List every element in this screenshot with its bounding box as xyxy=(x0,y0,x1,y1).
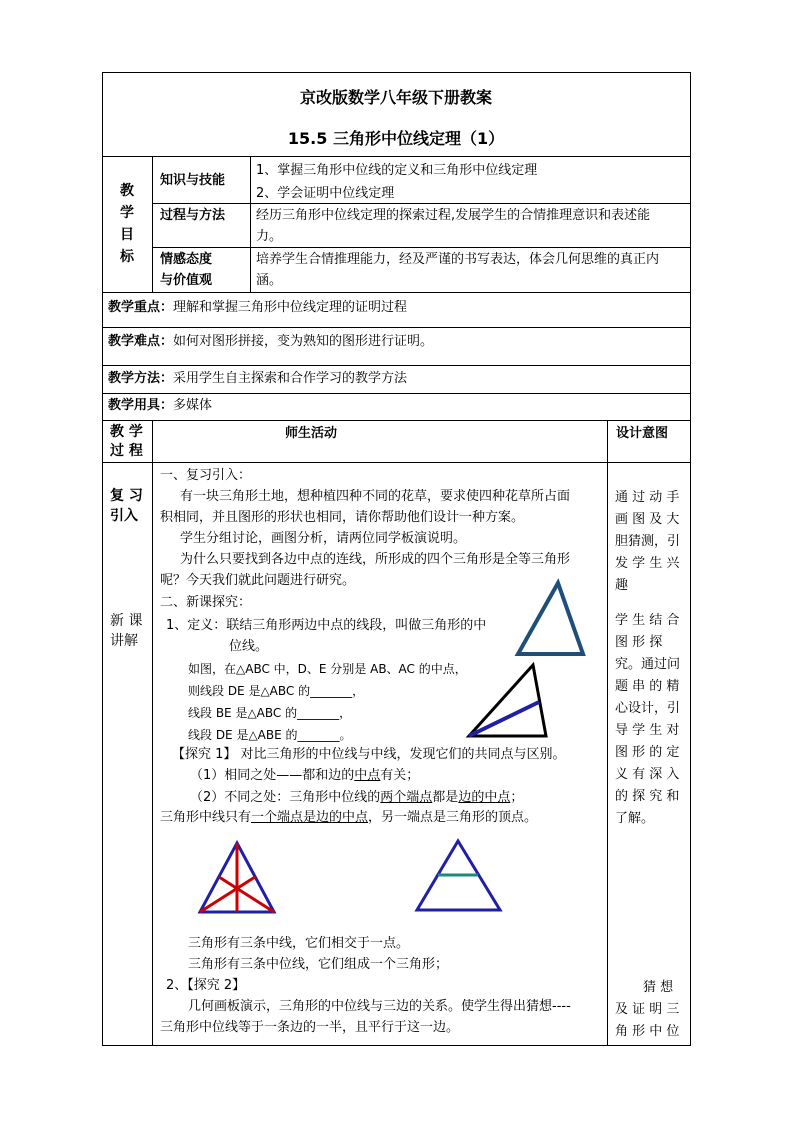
objectives-label: 教 学 目 标 xyxy=(120,183,134,265)
review-label-2: 引入 xyxy=(110,508,138,524)
median-conclusion: 三角形有三条中线，它们相交于一点。 xyxy=(188,936,410,951)
difficulty-row: 教学难点：如何对图形拼接，变为熟知的图形进行证明。 xyxy=(108,334,434,349)
explore-1-heading: 【探究 1】 对比三角形的中位线与中线，发现它们的共同点与区别。 xyxy=(172,747,566,762)
objective-process-line2: 力。 xyxy=(256,229,283,244)
tools-row: 教学用具：多媒体 xyxy=(108,398,213,413)
objective-label-attitude-2: 与价值观 xyxy=(160,273,213,288)
segment-de xyxy=(469,702,539,736)
review-para-2: 积相同，并且图形的形状也相同，请你帮助他们设计一种方案。 xyxy=(160,510,525,525)
review-label-1: 复 习 xyxy=(110,488,143,504)
figure-desc: 如图，在△ABC 中，D、E 分别是 AB、AC 的中点， xyxy=(188,662,467,676)
section-new-heading: 二、新课探究： xyxy=(160,595,252,610)
process-header-2: 过 程 xyxy=(110,443,143,459)
fill-blank-2: 线段 BE 是△ABC 的_______， xyxy=(188,706,352,720)
explore-2-heading: 2、【探究 2】 xyxy=(166,978,246,993)
fill-blank-3: 线段 DE 是△ABE 的_______。 xyxy=(188,728,352,742)
midline-conclusion: 三角形有三条中位线，它们组成一个三角形； xyxy=(188,957,449,972)
definition-line-1: 1、定义：联结三角形两边中点的线段，叫做三角形的中 xyxy=(166,618,487,633)
intent-header: 设计意图 xyxy=(616,426,669,441)
intent-block-b: 学 生 结 合 图 形 探 究。通过问 题 串 的 精 心设计，引 导 学 生 对 图 形 的 定 义 有 深 入 的 探 究 和 了解。 xyxy=(615,613,681,826)
review-para-4: 为什么只要找到各边中点的连线，所形成的四个三角形是全等三角形 xyxy=(180,552,571,567)
key-point-row: 教学重点：理解和掌握三角形中位线定理的证明过程 xyxy=(108,300,408,315)
objective-label-knowledge: 知识与技能 xyxy=(160,173,226,188)
objective-attitude-line1: 培养学生合情推理能力，经及严谨的书写表达，体会几何思维的真正内 xyxy=(256,252,660,267)
median-line: 三角形中线只有一个端点是边的中点，另一端点是三角形的顶点。 xyxy=(160,810,538,825)
triangle-figure-abc xyxy=(466,662,550,742)
intent-block-a: 通 过 动 手 画 图 及 大 胆猜测，引 发 学 生 兴 趣 xyxy=(615,490,681,593)
explore-2-para-2: 三角形中位线等于一条边的一半，且平行于这一边。 xyxy=(160,1020,460,1035)
objective-knowledge-line1: 1、掌握三角形中位线的定义和三角形中位线定理 xyxy=(256,163,538,178)
review-para-5: 呢？今天我们就此问题进行研究。 xyxy=(160,573,356,588)
triangle-figure-1 xyxy=(515,580,585,660)
fill-blank-1: 则线段 DE 是△ABC 的_______， xyxy=(188,684,365,698)
definition-line-2: 位线。 xyxy=(229,639,269,654)
document-title: 京改版数学八年级下册教案 xyxy=(299,88,492,107)
activities-header: 师生活动 xyxy=(285,426,338,441)
triangle-medians-figure xyxy=(198,840,278,915)
objective-attitude-line2: 涵。 xyxy=(256,273,283,288)
new-lesson-label-1: 新 课 xyxy=(110,613,143,629)
review-para-1: 有一块三角形土地，想种植四种不同的花草，要求使四种花草所占面 xyxy=(180,489,571,504)
method-row: 教学方法：采用学生自主探索和合作学习的教学方法 xyxy=(108,371,408,386)
intent-block-c: 猜 想 及 证 明 三 角 形 中 位 xyxy=(615,980,680,1039)
process-header-1: 教 学 xyxy=(110,424,143,440)
objective-process-line1: 经历三角形中位线定理的探索过程,发展学生的合情推理意识和表述能 xyxy=(256,208,651,223)
difference-line: （2）不同之处：三角形中位线的两个端点都是边的中点； xyxy=(190,790,524,805)
objective-label-attitude-1: 情感态度 xyxy=(160,252,213,267)
review-para-3: 学生分组讨论，画图分析，请两位同学板演说明。 xyxy=(180,531,467,546)
objective-label-process: 过程与方法 xyxy=(160,208,226,223)
section-review-heading: 一、复习引入： xyxy=(160,468,252,483)
new-lesson-label-2: 讲解 xyxy=(110,633,138,649)
objective-knowledge-line2: 2、学会证明中位线定理 xyxy=(256,186,395,201)
same-point-line: （1）相同之处——都和边的中点有关； xyxy=(190,768,420,783)
explore-2-para-1: 几何画板演示，三角形的中位线与三边的关系。使学生得出猜想---- xyxy=(188,999,571,1014)
triangle-midline-figure xyxy=(415,838,503,913)
lesson-title: 15.5 三角形中位线定理（1） xyxy=(287,129,505,148)
